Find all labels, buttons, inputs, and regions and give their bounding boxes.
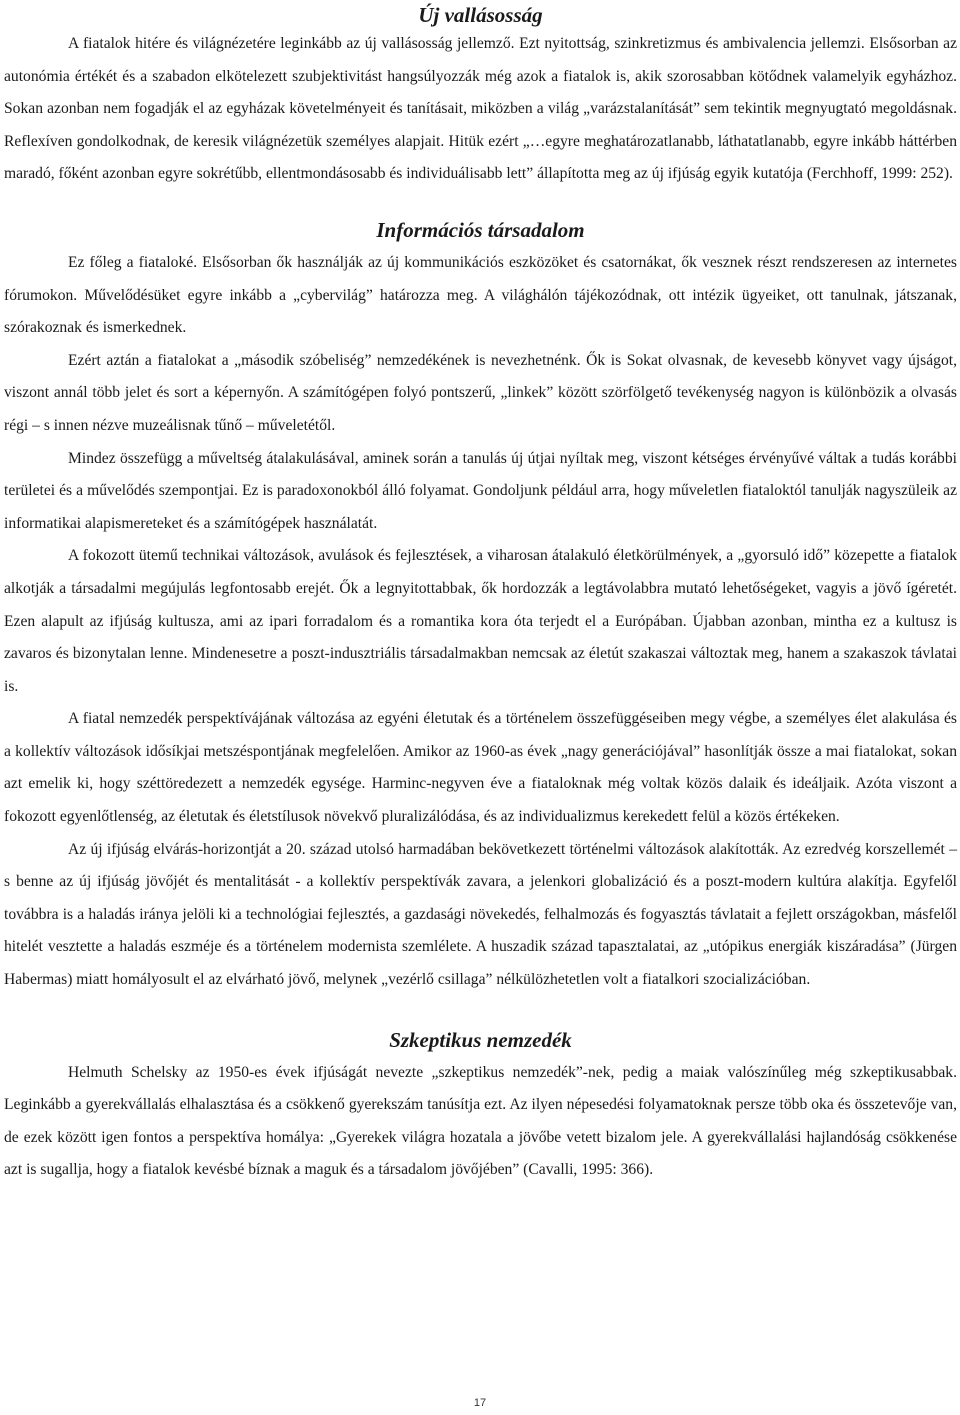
paragraph: A fokozott ütemű technikai változások, avulások és fejlesztések, a viharosan átalakuló életkörülmények, a „gyorsuló idő” közepette a fiatalok alkotják a társadalmi megújulás legfontosabb erejét. Ők a legnyitottabbak, ők hordozzák a legtávolabbra mutató lehetőségeket, vagyis a jövő ígéretét. Ezen alapult az ifjúság kultusza, ami az ipari forradalom és a romantika kora óta terjedt el a Európában. Újabban azonban, mintha ez a kultusz is zavaros és bizonytalan lenne. Mindenesetre a poszt-indusztriális társadalmakban nemcsak az életút szakaszai változtak meg, hanem a szakaszok távlatai is.	[4, 547, 957, 695]
paragraph: Ezért aztán a fiatalokat a „második szóbeliség” nemzedékének is nevezhetnénk. Ők is Sokat olvasnak, de kevesebb könyvet vagy újságot, viszont annál több jelet és sort a képernyőn. A számítógépen folyó pontszerű, „linkek” között szörfölgető tevékenység nagyon is különbözik a olvasás régi – s innen nézve muzeálisnak tűnő – műveletétől.	[4, 351, 957, 434]
paragraph: Helmuth Schelsky az 1950-es évek ifjúságát nevezte „szkeptikus nemzedék”-nek, pedig a maiak valószínűleg még szkeptikusabbak. Leginkább a gyerekvállalás elhalasztása és a csökkenő gyerekszám tanúsítja ezt. Az ilyen népesedési folyamatoknak persze több oka és összetevője van, de ezek között igen fontos a perspektíva homálya: „Gyerekek világra hozatala a jövőbe vetett bizalom jele. A gyerekvállalási hajlandóság csökkenése azt is sugallja, hogy a fiatalok kevésbé bíznak a maguk és a társadalom jövőjében” (Cavalli, 1995: 366).	[4, 1063, 957, 1179]
paragraph: A fiatal nemzedék perspektívájának változása az egyéni életutak és a történelem összefüggéseiben megy végbe, a személyes élet alakulása és a kollektív változások idősíkjai metszéspontjának megfelelően. Amikor az 1960-as évek „nagy generációjával” hasonlítják össze a mai fiatalokat, sokan azt emelik ki, hogy széttöredezett a nemzedék egysége. Harminc-negyven éve a fiataloknak még voltak közös dalaik és ideáljaik. Azóta viszont a fokozott egyenlőtlenség, az életutak és életstílusok növekvő pluralizálódása, és az individualizmus kerekedett felül a közös értékeken.	[4, 710, 957, 826]
section-title-szkeptikus-nemzedek: Szkeptikus nemzedék	[389, 1027, 572, 1052]
paragraph: Mindez összefügg a műveltség átalakulásával, aminek során a tanulás új útjai nyíltak meg, viszont kétséges érvényűvé váltak a tudás korábbi területei és a művelődés szempontjai. Ez is paradoxonokból álló folyamat. Gondoljunk például arra, hogy műveletlen fiataloktól tanulják nagyszüleik az informatikai alapismereteket és a számítógépek használatát.	[4, 449, 957, 532]
section-title-informacios-tarsadalom: Információs társadalom	[376, 217, 585, 242]
section-title-uj-vallasossag: Új vallásosság	[418, 3, 543, 27]
paragraph: A fiatalok hitére és világnézetére leginkább az új vallásosság jellemző. Ezt nyitottság, szinkretizmus és ambivalencia jellemzi. Elsősorban az autonómia értékét és a szabadon elkötelezett szubjektivitást hangsúlyozzák még azok a fiatalok is, akik szorosabban kötődnek valamelyik egyházhoz. Sokan azonban nem fogadják el az egyházak követelményeit és tanításait, miközben a világ „varázstalanítását” sem tekintik megnyugtató megoldásnak. Reflexíven gondolkodnak, de keresik világnézetük személyes alapjait. Hitük ezért „…egyre meghatározatlanabb, láthatatlanabb, egyre inkább háttérben maradó, főként azonban egyre sokrétűbb, ellentmondásosabb és individuálisabb lett” állapította meg az új ifjúság egyik kutatója (Ferchhoff, 1999: 252).	[4, 35, 957, 183]
page-number: 17	[473, 1397, 487, 1409]
paragraph: Az új ifjúság elvárás-horizontját a 20. század utolsó harmadában bekövetkezett történelmi változások alakították. Az ezredvég korszellemét – s benne az új ifjúság jövőjét és mentalitását - a kollektív perspektívák zavara, a jelenkori globalizáció és a poszt-modern kultúra alakítja. Egyfelől továbbra is a haladás iránya jelöli ki a technológiai fejlesztés, a gazdasági növekedés, felhalmozás és fogyasztás távlatait a fejlett országokban, másfelől hitelét vesztette a haladás eszméje és a történelem modernista szemlélete. A huszadik század tapasztalatai, az „utópikus energiák kiszáradása” (Jürgen Habermas) miatt homályosult el az elvárható jövő, melynek „vezérlő csillaga” nélkülözhetetlen volt a fiatalkori szocializációban.	[4, 840, 957, 989]
paragraph: Ez főleg a fiataloké. Elsősorban ők használják az új kommunikációs eszközöket és csatornákat, ők vesznek részt rendszeresen az internetes fórumokon. Művelődésüket egyre inkább a „cybervilág” határozza meg. A világhálón tájékozódnak, ott intézik ügyeiket, ott tanulnak, játszanak, szórakoznak és ismerkednek.	[4, 253, 957, 337]
document-page	[4, 0, 957, 1187]
